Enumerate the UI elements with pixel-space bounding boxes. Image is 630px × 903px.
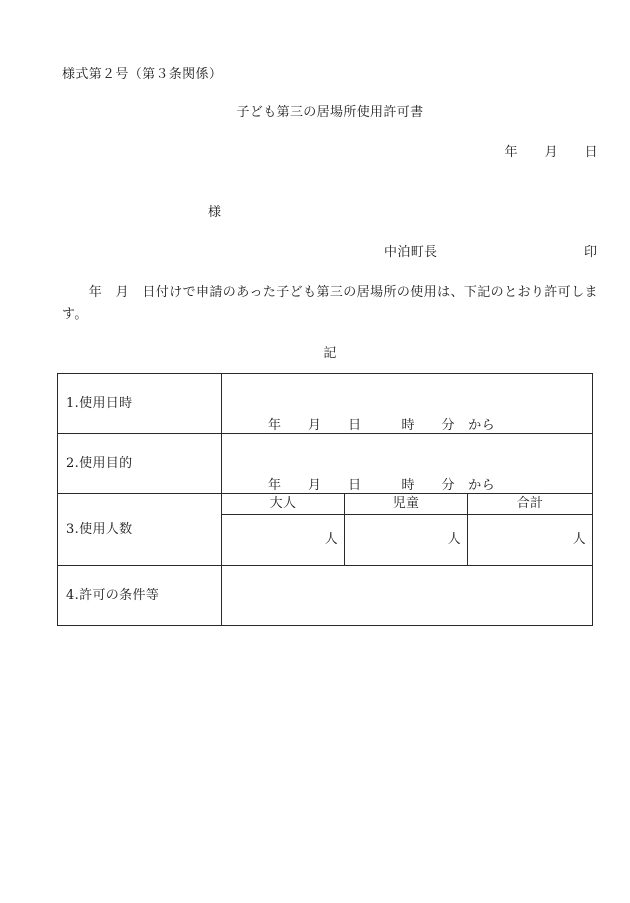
document-title: 子ども第三の居場所使用許可書 [236, 105, 424, 120]
addressee-honorific: 様 [208, 205, 222, 220]
headcount-total-header: 合計 [468, 494, 593, 515]
headcount-children-header: 児童 [345, 494, 468, 515]
seal-mark: 印 [584, 245, 598, 260]
headcount-children-unit: 人 [345, 515, 468, 566]
body-text: 年 月 日付けで申請のあった子ども第三の居場所の使用は、下記のとおり許可します。 [62, 285, 598, 322]
headcount-adults-header: 大人 [222, 494, 345, 515]
headcount-total-unit: 人 [468, 515, 593, 566]
usage-purpose-label: 2.使用目的 [58, 434, 222, 494]
details-table [57, 373, 593, 626]
permit-conditions-label: 4.許可の条件等 [58, 566, 222, 626]
permit-conditions-cell [222, 566, 593, 626]
form-number: 様式第２号（第３条関係） [62, 67, 223, 82]
headcount-adults-unit: 人 [222, 515, 345, 566]
usage-purpose-cell [222, 434, 593, 494]
note-heading: 記 [323, 346, 337, 361]
issuer-name: 中泊町長 [384, 245, 438, 260]
issue-date: 年 月 日 [504, 145, 598, 160]
usage-datetime-label: 1.使用日時 [58, 374, 222, 434]
usage-datetime-cell [222, 374, 593, 493]
usage-headcount-label: 3.使用人数 [58, 494, 222, 566]
usage-datetime-line: 年 月 日 時 分 から [268, 478, 495, 493]
usage-datetime-line: 年 月 日 時 分 から [268, 418, 495, 433]
